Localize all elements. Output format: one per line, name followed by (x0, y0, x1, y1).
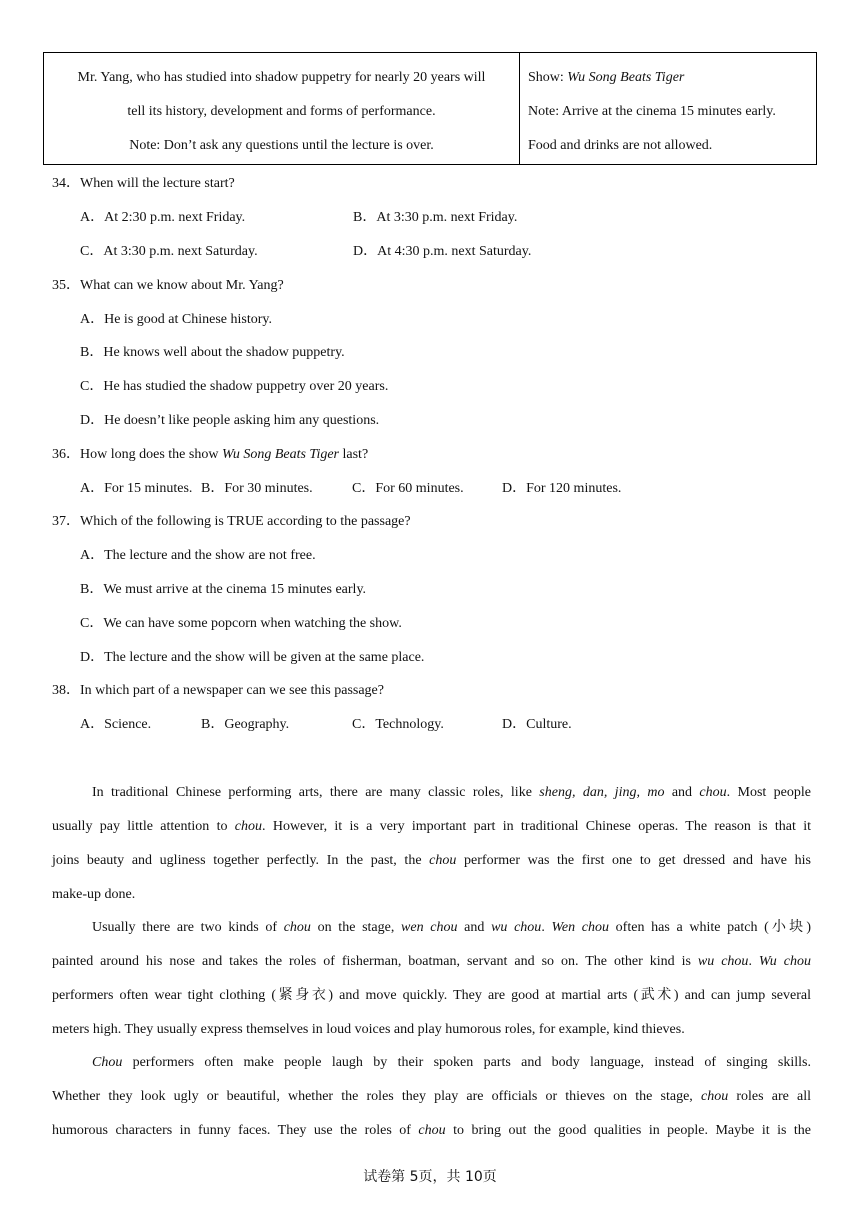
passage-line: performers often wear tight clothing (紧身衣) and move quickly. They are good at martial arts (武术) and can jump several (52, 988, 811, 1003)
lecture-line: Mr. Yang, who has studied into shadow puppetry for nearly 20 years will (77, 70, 486, 85)
option-35-c[interactable]: C．He has studied the shadow puppetry over 20 years. (80, 379, 389, 394)
option-37-d[interactable]: D．The lecture and the show will be given at the same place. (80, 650, 425, 665)
passage-line: Chou performers often make people laugh by their spoken parts and body language, instead of singing skills. (92, 1055, 811, 1070)
question-number: 36． (52, 447, 80, 462)
option-34-d[interactable]: D．At 4:30 p.m. next Saturday. (353, 244, 532, 259)
option-34-a[interactable]: A．At 2:30 p.m. next Friday. (80, 210, 246, 225)
option-35-b[interactable]: B．He knows well about the shadow puppetry. (80, 345, 345, 360)
question-text: What can we know about Mr. Yang? (80, 278, 284, 293)
question-text: How long does the show (80, 447, 222, 462)
question-number: 34． (52, 176, 80, 191)
lecture-line: tell its history, development and forms of performance. (127, 104, 436, 119)
option-35-d[interactable]: D．He doesn’t like people asking him any questions. (80, 413, 380, 428)
option-36-c[interactable]: C．For 60 minutes. (352, 481, 464, 496)
option-38-a[interactable]: A．Science. (80, 717, 152, 732)
question-34 (52, 175, 235, 193)
page-footer: 试卷第 5页，共 10页 (363, 1169, 497, 1185)
question-text: When will the lecture start? (80, 176, 235, 191)
option-36-a[interactable]: A．For 15 minutes. (80, 481, 193, 496)
passage-paragraph-2 (52, 911, 811, 1047)
passage-paragraph-3 (52, 1046, 811, 1148)
option-37-c[interactable]: C．We can have some popcorn when watching the show. (80, 616, 402, 631)
show-title-line (528, 69, 816, 103)
passage-line: In traditional Chinese performing arts, there are many classic roles, like sheng, dan, jing, mo and chou. Most people (92, 785, 811, 800)
option-37-a[interactable]: A．The lecture and the show are not free. (80, 548, 316, 563)
show-line: Note: Arrive at the cinema 15 minutes early. (528, 104, 776, 119)
passage-line: joins beauty and ugliness together perfectly. In the past, the chou performer was the first one to get dressed and have his (52, 853, 811, 868)
question-text: Which of the following is TRUE according to the passage? (80, 514, 411, 529)
option-34-c[interactable]: C．At 3:30 p.m. next Saturday. (80, 244, 258, 259)
option-38-b[interactable]: B．Geography. (201, 717, 290, 732)
passage-line: Usually there are two kinds of chou on the stage, wen chou and wu chou. Wen chou often has a white patch (小块) (92, 920, 812, 935)
passage-line: painted around his nose and takes the roles of fisherman, boatman, servant and so on. The other kind is wu chou. Wu chou (52, 954, 812, 969)
passage-line: usually pay little attention to chou. However, it is a very important part in traditional Chinese operas. The reason is that it (52, 819, 811, 834)
passage-line: make-up done. (52, 887, 136, 902)
passage-paragraph-1 (52, 776, 811, 912)
option-35-a[interactable]: A．He is good at Chinese history. (80, 312, 272, 327)
lecture-line: Note: Don’t ask any questions until the lecture is over. (129, 138, 434, 153)
option-38-c[interactable]: C．Technology. (352, 717, 444, 732)
show-title: Wu Song Beats Tiger (567, 70, 685, 85)
question-36 (52, 446, 368, 464)
show-line: Food and drinks are not allowed. (528, 138, 713, 153)
question-38 (52, 682, 384, 700)
question-text: last? (339, 447, 369, 462)
question-number: 37． (52, 514, 80, 529)
show-notice-cell (520, 53, 816, 164)
passage-line: humorous characters in funny faces. They use the roles of chou to bring out the good qualities in people. Maybe it is the (52, 1123, 811, 1138)
option-36-d[interactable]: D．For 120 minutes. (502, 481, 622, 496)
passage-line: meters high. They usually express themselves in loud voices and play humorous roles, for example, kind thieves. (52, 1022, 685, 1037)
option-34-b[interactable]: B．At 3:30 p.m. next Friday. (353, 210, 518, 225)
notice-table (43, 52, 817, 165)
option-36-b[interactable]: B．For 30 minutes. (201, 481, 313, 496)
passage-line: Whether they look ugly or beautiful, whether the roles they play are officials or thieves on the stage, chou roles are all (52, 1089, 811, 1104)
lecture-notice-cell (44, 53, 520, 164)
question-number: 35． (52, 278, 80, 293)
option-37-b[interactable]: B．We must arrive at the cinema 15 minutes early. (80, 582, 367, 597)
option-38-d[interactable]: D．Culture. (502, 717, 572, 732)
question-number: 38． (52, 683, 80, 698)
question-text-italic: Wu Song Beats Tiger (221, 447, 339, 462)
question-37 (52, 513, 411, 531)
show-label: Show: (528, 70, 568, 85)
question-text: In which part of a newspaper can we see this passage? (80, 683, 384, 698)
question-35 (52, 277, 284, 295)
